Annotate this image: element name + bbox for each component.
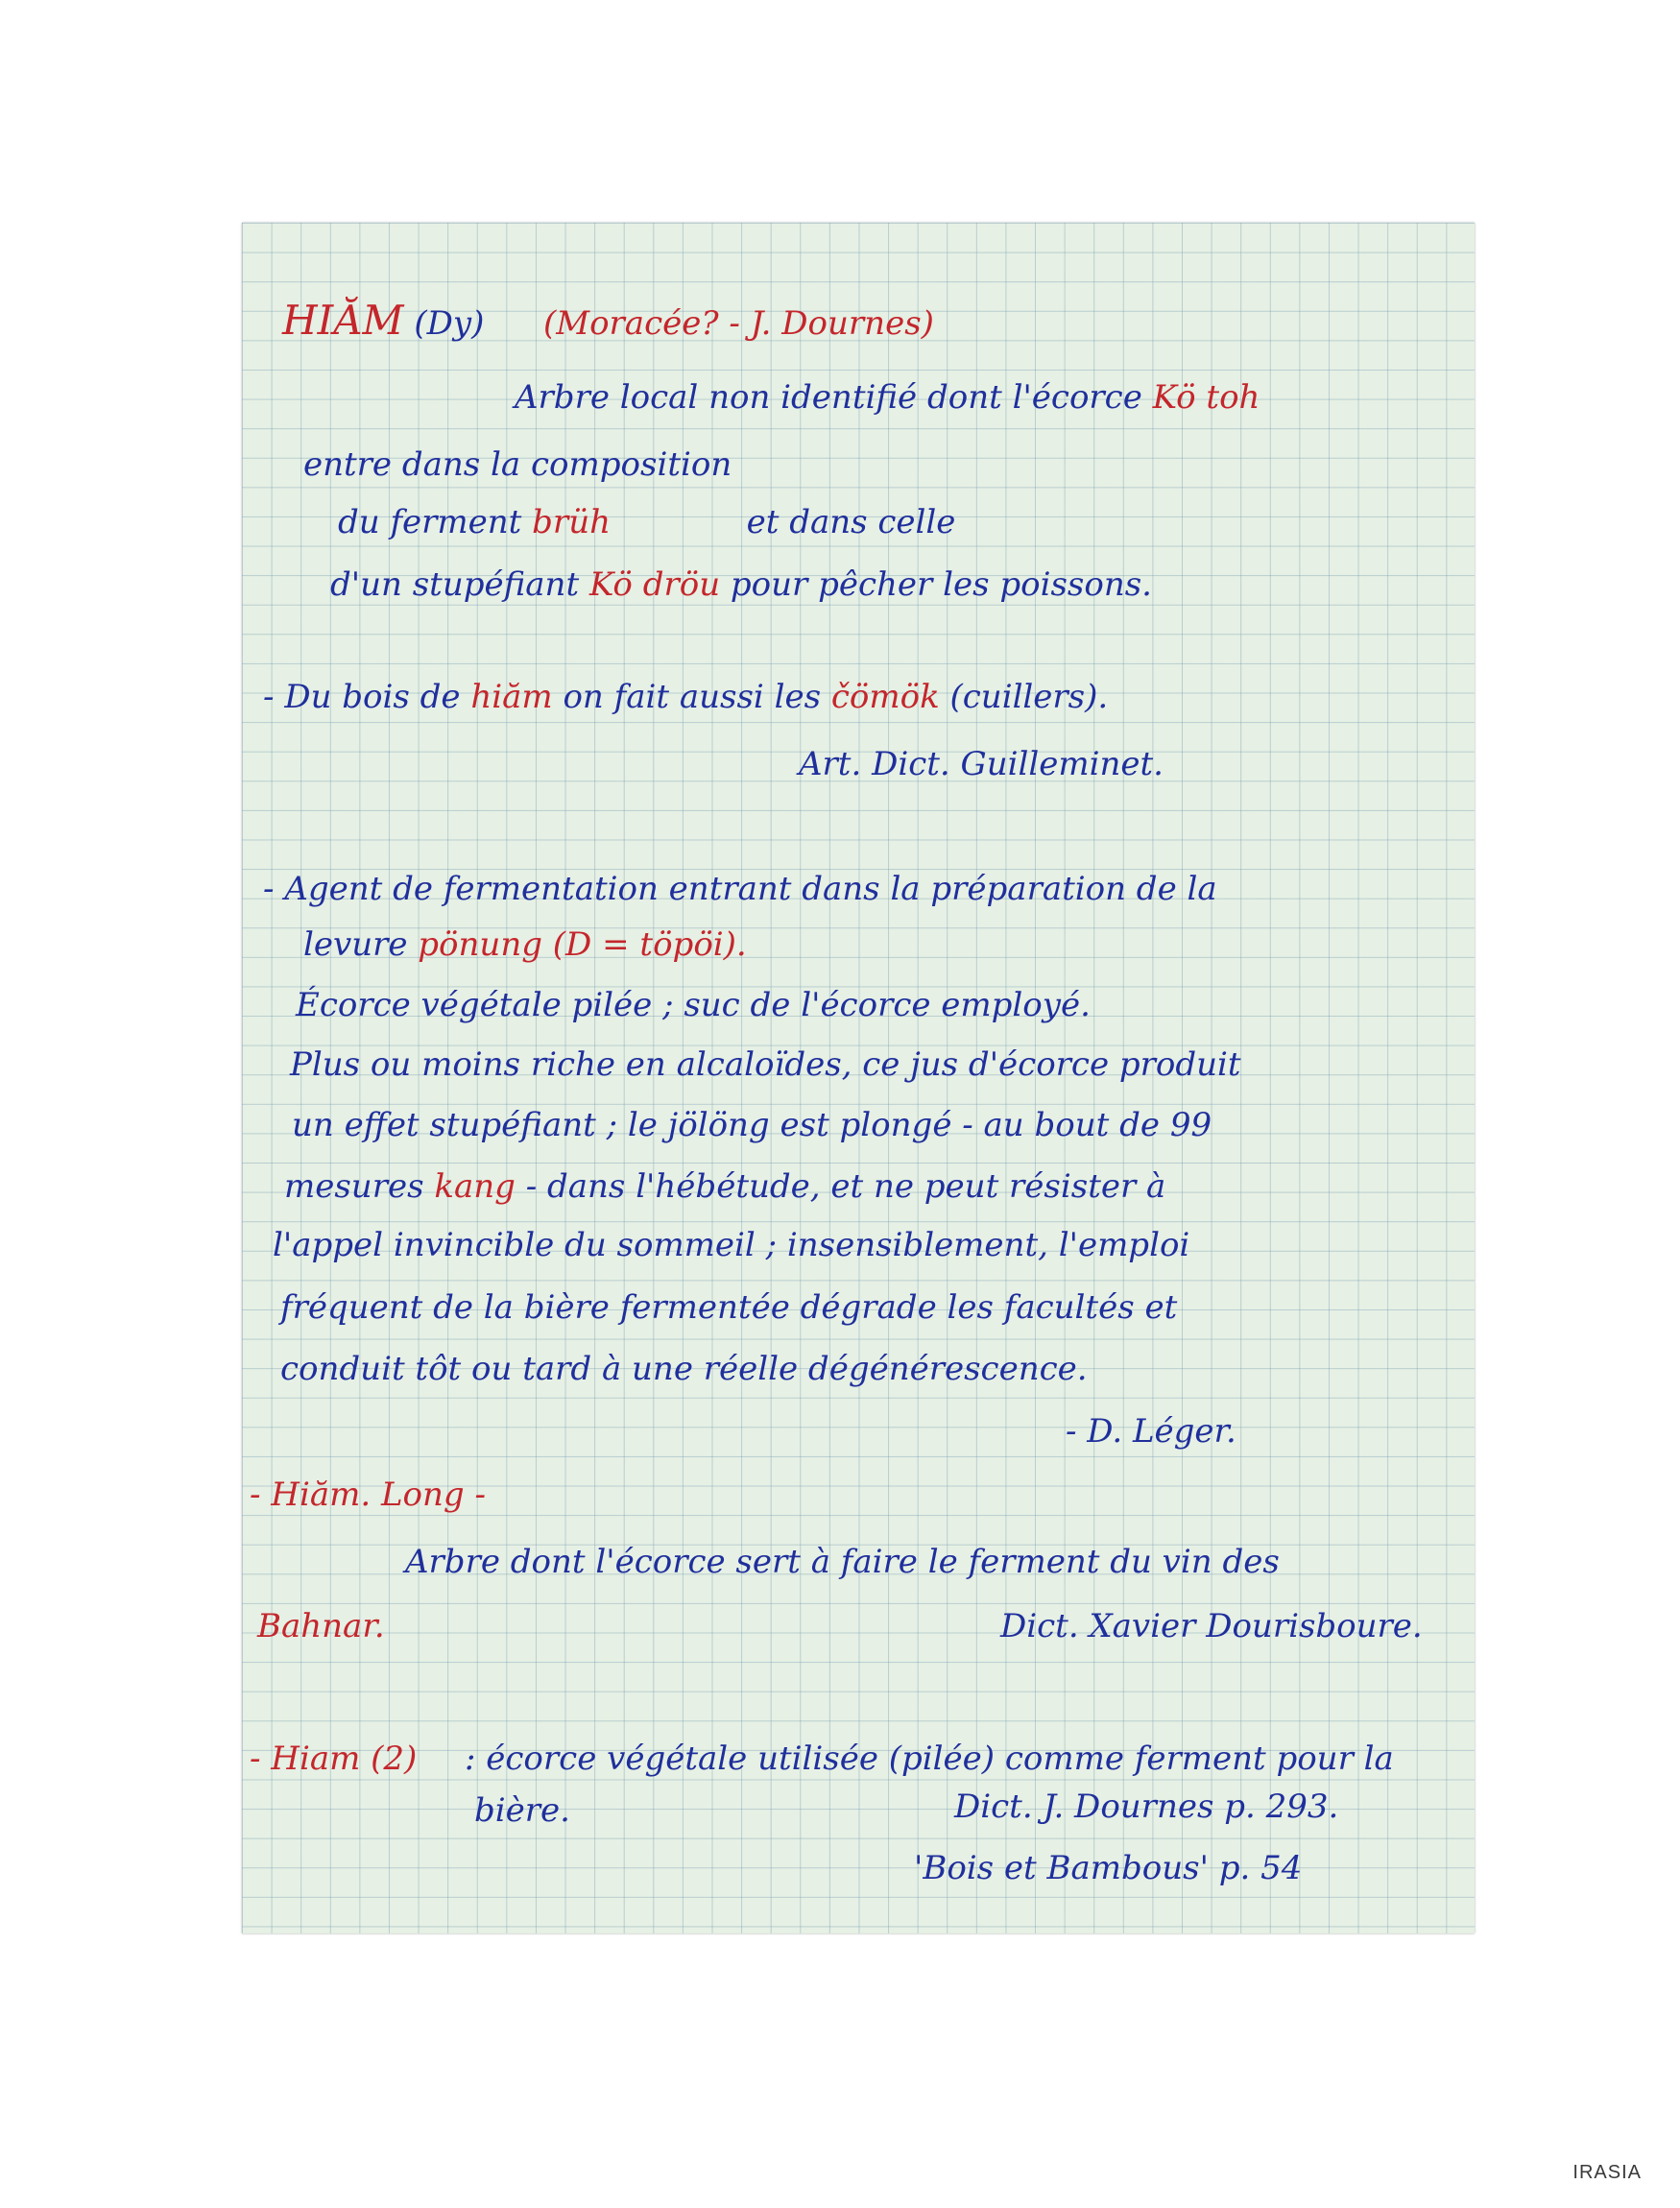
entry1-line1: Arbre local non identifié dont l'écorce Kö toh xyxy=(515,378,1260,417)
term-ko-drou: Kö dröu xyxy=(588,565,721,604)
entry4-line1: Arbre dont l'écorce sert à faire le ferment du vin des xyxy=(405,1543,1280,1581)
entry3-line7: l'appel invincible du sommeil ; insensiblement, l'emploi xyxy=(273,1226,1190,1264)
entry4-source: Dict. Xavier Dourisboure. xyxy=(1000,1607,1423,1645)
entry3-line3: Écorce végétale pilée ; suc de l'écorce employé. xyxy=(296,986,1091,1024)
entry3-line8: fréquent de la bière fermentée dégrade les facultés et xyxy=(280,1288,1178,1327)
entry3-line1: - Agent de fermentation entrant dans la préparation de la xyxy=(263,870,1217,908)
entry4-term-bahnar: Bahnar. xyxy=(257,1607,385,1645)
term-comok: čömök xyxy=(830,678,940,716)
entry3-line6: mesures kang - dans l'hébétude, et ne peut résister à xyxy=(284,1167,1166,1206)
entry4-head: - Hiăm. Long - xyxy=(250,1476,486,1514)
entry5-source2: 'Bois et Bambous' p. 54 xyxy=(914,1849,1303,1887)
entry2-source: Art. Dict. Guilleminet. xyxy=(799,745,1164,783)
entry1-head-word: HIĂM xyxy=(282,297,404,344)
term-kang: kang xyxy=(434,1167,516,1206)
term-hiam: hiăm xyxy=(470,678,553,716)
entry5-source1: Dict. J. Dournes p. 293. xyxy=(954,1788,1339,1826)
index-card xyxy=(242,223,1475,1933)
entry3-line9: conduit tôt ou tard à une réelle dégénérescence. xyxy=(280,1350,1088,1388)
entry1-head-source: (Moracée? - J. Dournes) xyxy=(543,304,934,343)
entry3-line2: levure pönung (D = töpöi). xyxy=(303,925,747,964)
entry5-head: - Hiam (2) xyxy=(250,1740,418,1778)
entry1-line2: entre dans la composition xyxy=(303,445,732,484)
term-ko-toh: Kö toh xyxy=(1152,378,1260,417)
entry1-header xyxy=(282,297,934,345)
entry2-line: - Du bois de hiăm on fait aussi les čömök (cuillers). xyxy=(263,678,1109,716)
term-pönung: pönung (D = töpöi). xyxy=(418,925,747,964)
entry5-line2: bière. xyxy=(474,1791,570,1830)
entry1-line3: du ferment brüh et dans celle xyxy=(338,503,956,541)
entry5-line1: : écorce végétale utilisée (pilée) comme ferment pour la xyxy=(465,1740,1394,1778)
entry3-line5: un effet stupéfiant ; le jölöng est plongé - au bout de 99 xyxy=(292,1106,1212,1144)
entry1-line4: d'un stupéfiant Kö dröu pour pêcher les poissons. xyxy=(330,565,1152,604)
entry1-head-tag: (Dy) xyxy=(414,304,485,343)
entry3-source: - D. Léger. xyxy=(1066,1412,1236,1451)
term-bruh: brüh xyxy=(532,503,611,541)
irasia-watermark: IRASIA xyxy=(1572,2162,1642,2183)
entry3-line4: Plus ou moins riche en alcaloïdes, ce jus d'écorce produit xyxy=(290,1045,1241,1084)
